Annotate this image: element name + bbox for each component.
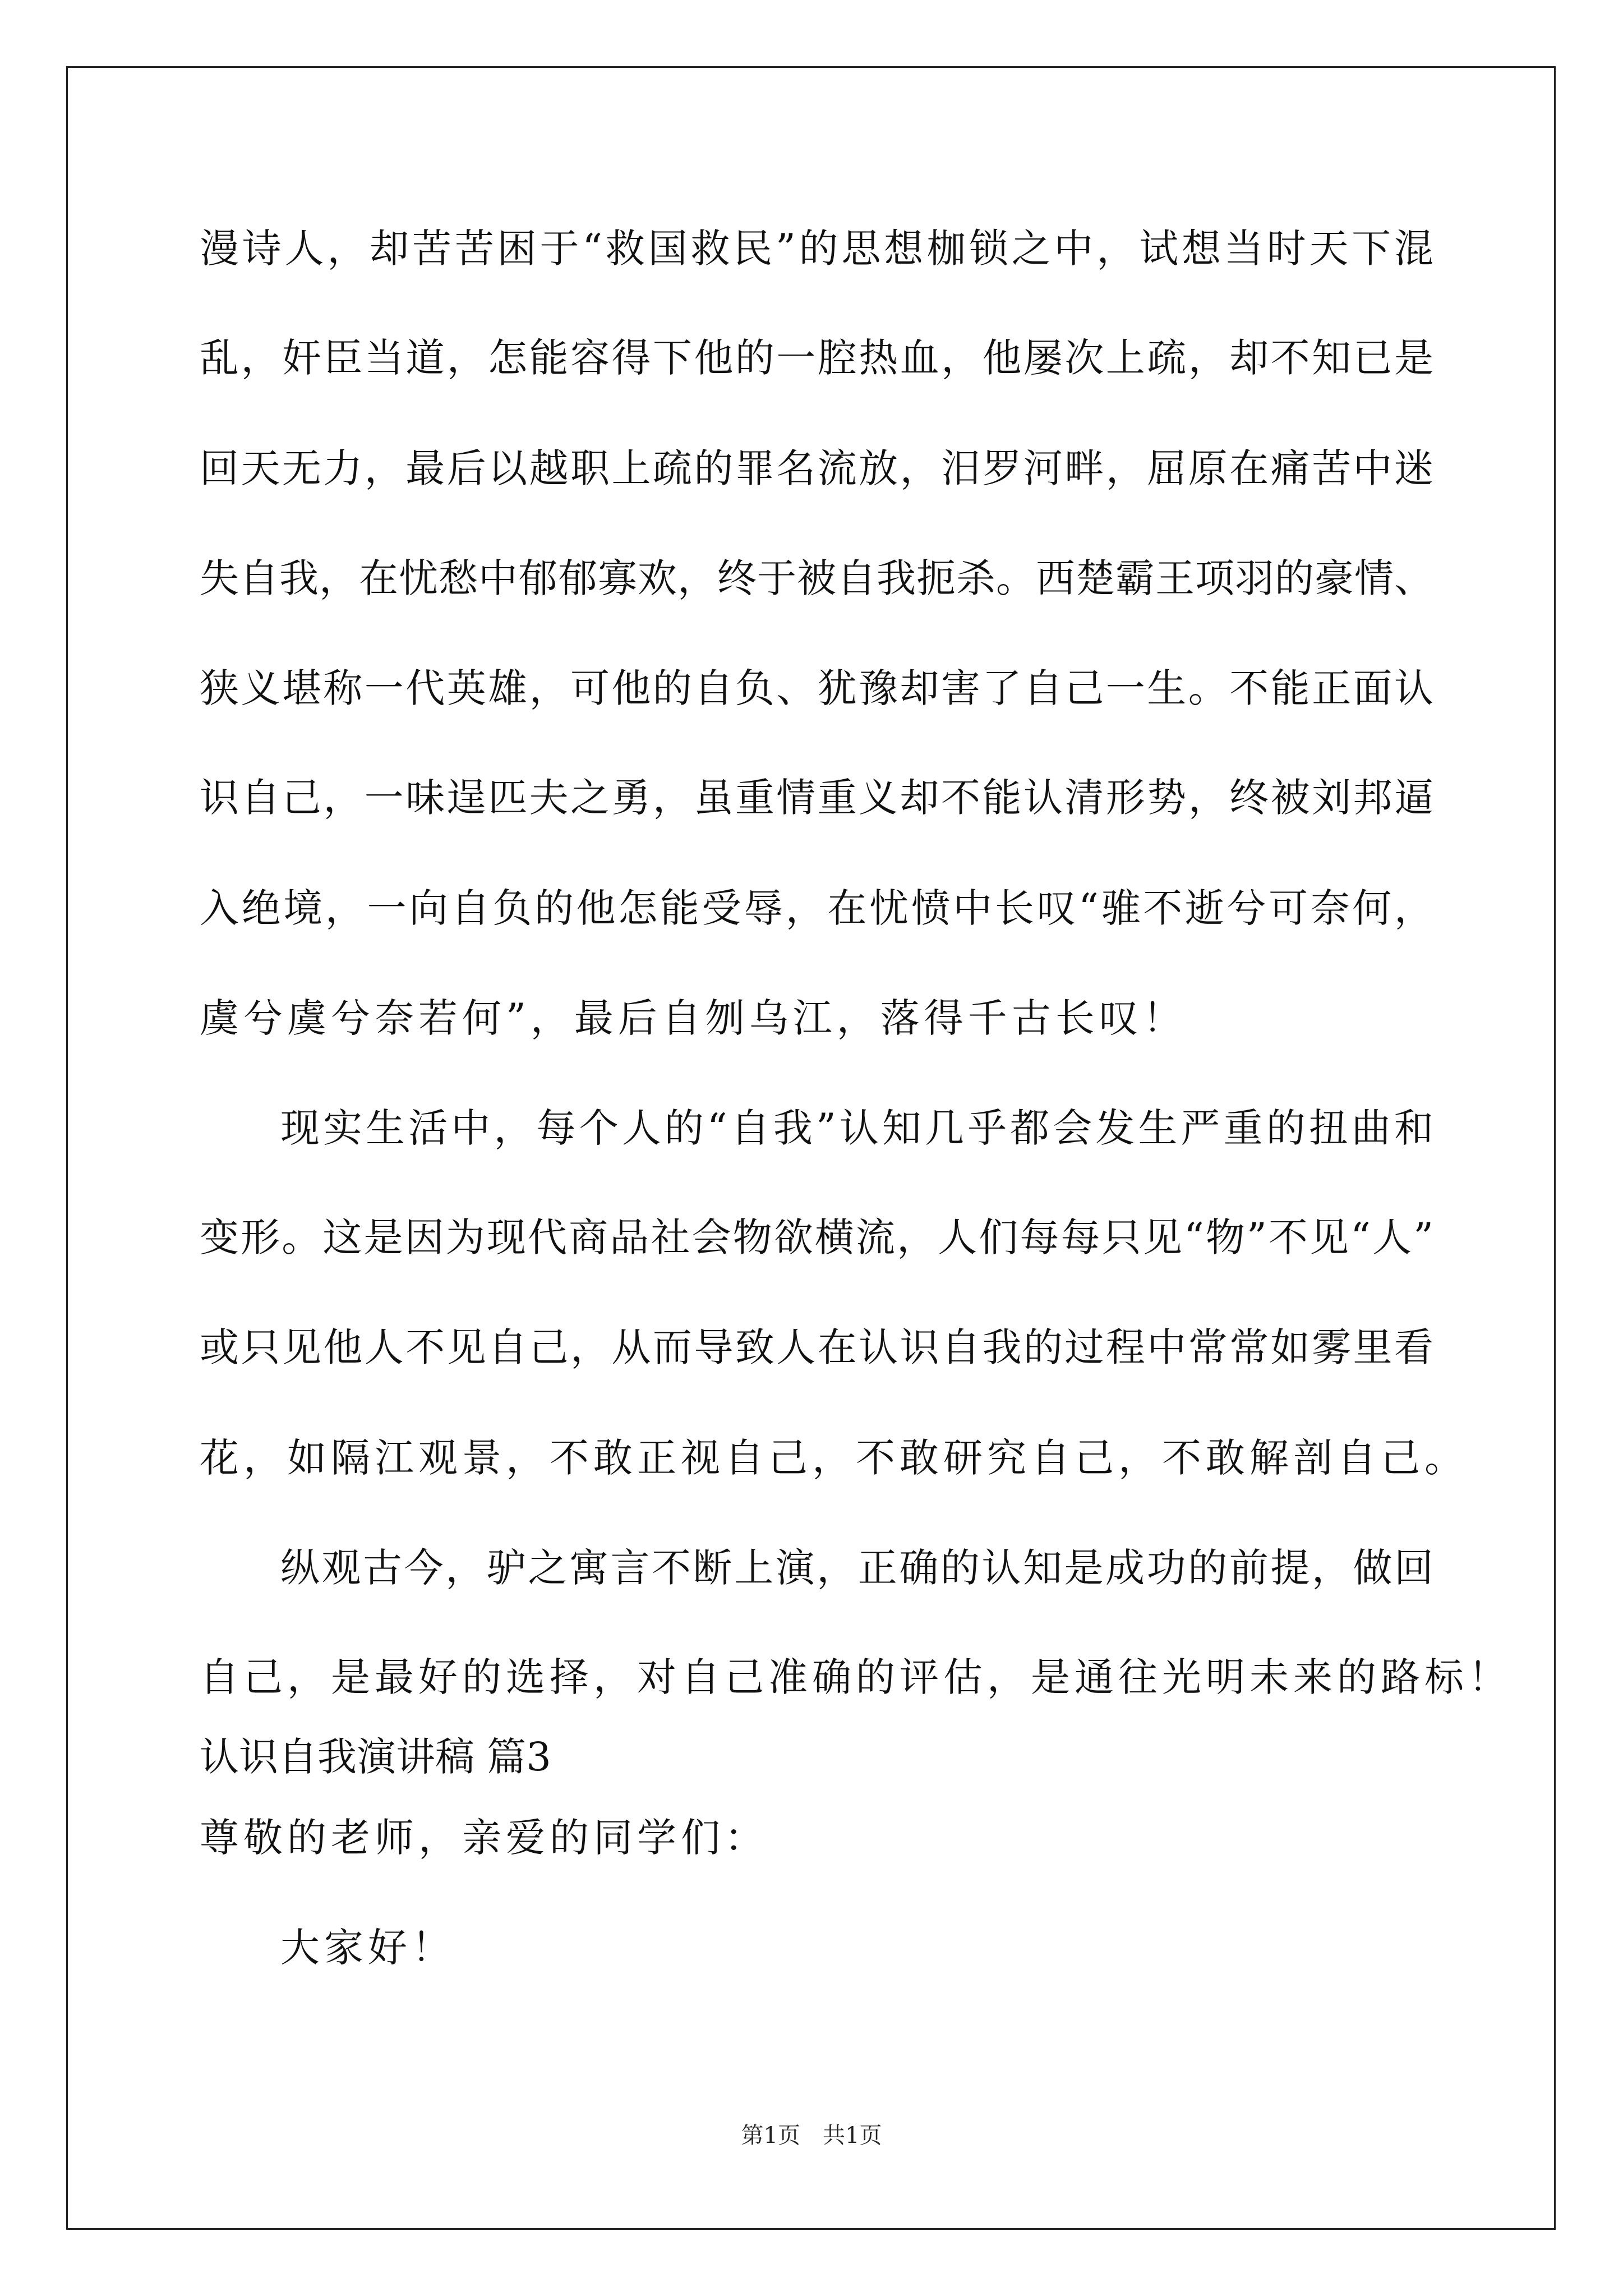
text-line-1: 漫诗人，却苦苦困于“救国救民”的思想枷锁之中，试想当时天下混 [200, 226, 1433, 272]
greeting: 大家好！ [280, 1925, 455, 1971]
text-line-6: 识自己，一味逞匹夫之勇，虽重情重义却不能认清形势，终被刘邦逼 [200, 775, 1433, 821]
text-line-3: 回天无力，最后以越职上疏的罪名流放，汨罗河畔，屈原在痛苦中迷 [200, 445, 1433, 491]
text-line-7: 入绝境，一向自负的他怎能受辱，在忧愤中长叹“骓不逝兮可奈何， [200, 885, 1433, 931]
text-line-11: 或只见他人不见自己，从而导致人在认识自我的过程中常常如雾里看 [200, 1324, 1433, 1370]
section-heading: 认识自我演讲稿 篇3 [200, 1734, 551, 1780]
salutation: 尊敬的老师，亲爱的同学们： [200, 1815, 768, 1861]
text-line-10: 变形。这是因为现代商品社会物欲横流，人们每每只见“物”不见“人” [200, 1214, 1433, 1260]
text-line-8: 虞兮虞兮奈若何”，最后自刎乌江，落得千古长叹！ [200, 995, 1187, 1041]
text-line-2: 乱，奸臣当道，怎能容得下他的一腔热血，他屡次上疏，却不知已是 [200, 335, 1433, 381]
text-line-14: 自己，是最好的选择，对自己准确的评估，是通往光明未来的路标！ [200, 1654, 1512, 1700]
text-line-5: 狭义堪称一代英雄，可他的自负、犹豫却害了自己一生。不能正面认 [200, 665, 1433, 711]
page-footer: 第1页 共1页 [741, 2123, 882, 2148]
paragraph-line-9: 现实生活中，每个人的“自我”认知几乎都会发生严重的扭曲和 [280, 1105, 1433, 1151]
text-line-4: 失自我，在忧愁中郁郁寡欢，终于被自我扼杀。西楚霸王项羽的豪情、 [200, 555, 1433, 601]
paragraph-line-13: 纵观古今，驴之寓言不断上演，正确的认知是成功的前提，做回 [280, 1545, 1433, 1591]
text-line-12: 花，如隔江观景，不敢正视自己，不敢研究自己，不敢解剖自己。 [200, 1435, 1468, 1481]
